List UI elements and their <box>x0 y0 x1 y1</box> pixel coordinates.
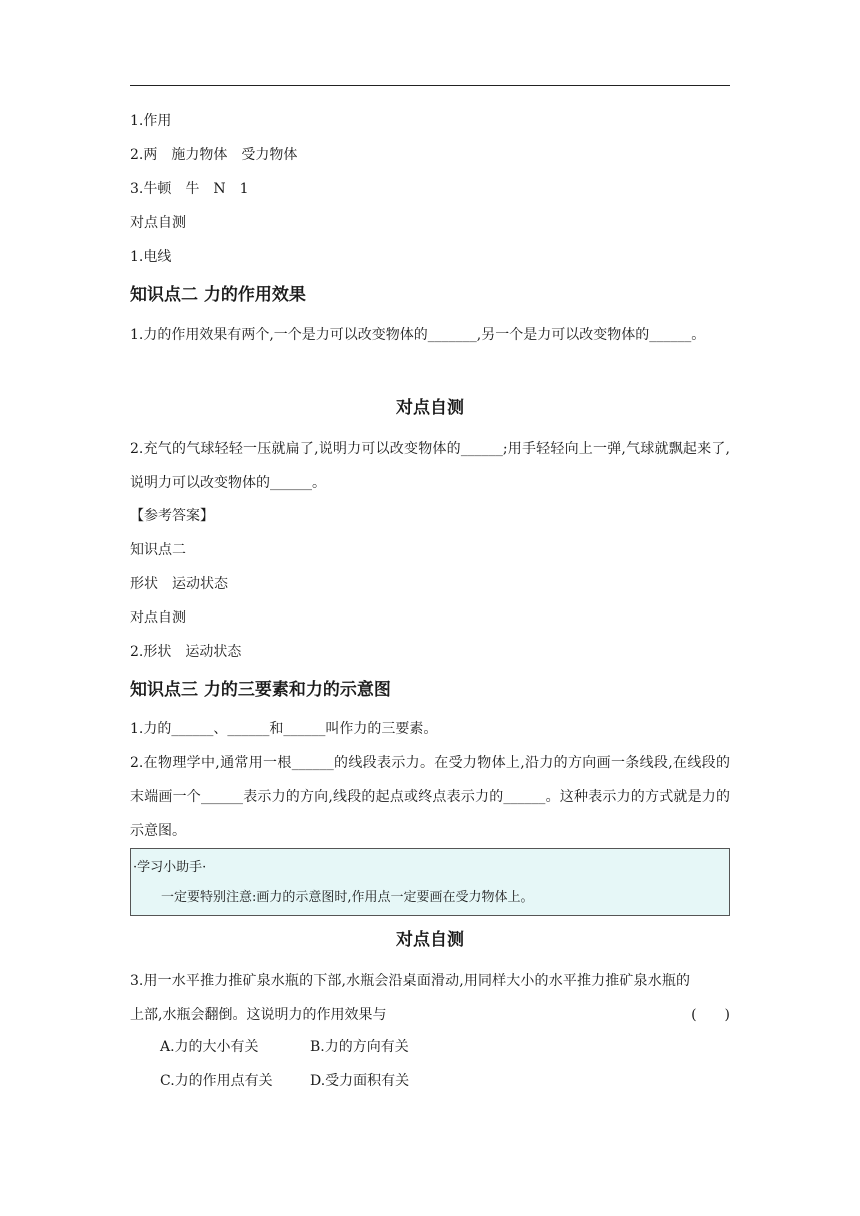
section3-question-3: 3.用一水平推力推矿泉水瓶的下部,水瓶会沿桌面滑动,用同样大小的水平推力推矿泉水瓶的上部,水瓶会翻倒。这说明力的作用效果与 <box>130 973 690 1023</box>
option-a: A.力的大小有关 <box>160 1039 259 1055</box>
option-d: D.受力面积有关 <box>310 1073 410 1089</box>
answer-line-3: 3.牛顿 牛 N 1 <box>130 181 249 197</box>
answer-line-4: 对点自测 <box>130 215 186 231</box>
header-rule <box>130 85 730 86</box>
answer-line-5: 1.电线 <box>130 249 172 265</box>
study-helper-text: 一定要特别注意:画力的示意图时,作用点一定要画在受力物体上。 <box>161 890 534 905</box>
study-helper-box <box>130 848 730 916</box>
section3-question-2: 2.在物理学中,通常用一根______的线段表示力。在受力物体上,沿力的方向画一条线段,在线段的末端画一个______表示力的方向,线段的起点或终点表示力的______。这种表示力的方式就是力的示意图。 <box>130 755 730 839</box>
section3-question-1: 1.力的______、______和______叫作力的三要素。 <box>130 721 438 737</box>
section2-question-2: 2.充气的气球轻轻一压就扁了,说明力可以改变物体的______;用手轻轻向上一弹,气球就飘起来了,说明力可以改变物体的______。 <box>130 441 730 491</box>
section3-heading: 知识点三 力的三要素和力的示意图 <box>130 680 391 700</box>
answer-line-1: 1.作用 <box>130 113 172 129</box>
section2-heading: 知识点二 力的作用效果 <box>130 285 306 305</box>
study-helper-title: ·学习小助手· <box>133 860 207 875</box>
reference-answer-title: 【参考答案】 <box>130 508 214 524</box>
reference-answer-line-3: 对点自测 <box>130 610 186 626</box>
section3-self-test-heading: 对点自测 <box>396 930 464 950</box>
reference-answer-line-1: 知识点二 <box>130 542 186 558</box>
section2-question-1: 1.力的作用效果有两个,一个是力可以改变物体的_______,另一个是力可以改变物体的______。 <box>130 327 706 343</box>
reference-answer-line-4: 2.形状 运动状态 <box>130 644 242 660</box>
answer-line-2: 2.两 施力物体 受力物体 <box>130 147 298 163</box>
option-c: C.力的作用点有关 <box>160 1073 273 1089</box>
section2-self-test-heading: 对点自测 <box>396 398 464 418</box>
answer-parenthesis: ( ) <box>691 1007 730 1023</box>
option-b: B.力的方向有关 <box>310 1039 409 1055</box>
reference-answer-line-2: 形状 运动状态 <box>130 576 228 592</box>
